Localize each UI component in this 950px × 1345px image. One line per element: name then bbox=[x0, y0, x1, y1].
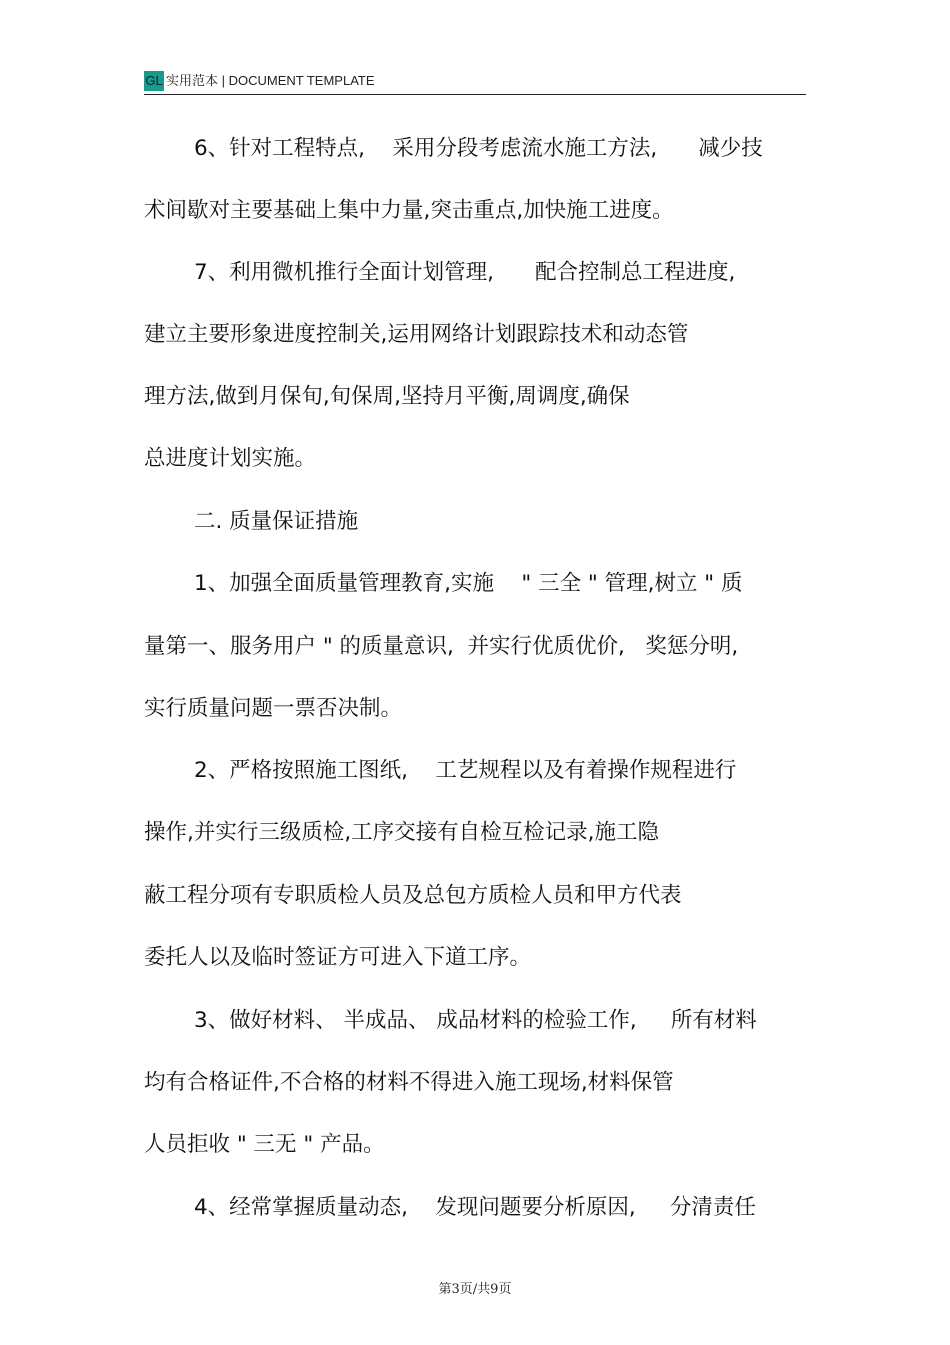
paragraph-line: 术间歇对主要基础上集中力量,突击重点,加快施工进度。 bbox=[144, 198, 674, 223]
paragraph-line: 操作,并实行三级质检,工序交接有自检互检记录,施工隐 bbox=[144, 820, 660, 845]
paragraph-line: 委托人以及临时签证方可进入下道工序。 bbox=[144, 945, 532, 970]
paragraph-line: 建立主要形象进度控制关,运用网络计划跟踪技术和动态管 bbox=[144, 322, 689, 347]
document-header bbox=[144, 68, 806, 95]
paragraph-line: 均有合格证件,不合格的材料不得进入施工现场,材料保管 bbox=[144, 1070, 674, 1095]
paragraph-line: 2、严格按照施工图纸, 工艺规程以及有着操作规程进行 bbox=[194, 758, 737, 783]
paragraph-line: 总进度计划实施。 bbox=[144, 446, 317, 471]
paragraph-line: 7、利用微机推行全面计划管理, 配合控制总工程进度, bbox=[194, 260, 736, 285]
section-heading: 二. 质量保证措施 bbox=[194, 509, 359, 534]
paragraph-line: 3、做好材料、 半成品、 成品材料的检验工作, 所有材料 bbox=[194, 1008, 757, 1033]
paragraph-line: 6、针对工程特点, 采用分段考虑流水施工方法, 减少技 bbox=[194, 136, 763, 161]
paragraph-line: 理方法,做到月保旬,旬保周,坚持月平衡,周调度,确保 bbox=[144, 384, 630, 409]
paragraph-line: 人员拒收 " 三无 " 产品。 bbox=[144, 1132, 385, 1157]
gl-logo: GL bbox=[144, 71, 164, 91]
page-number: 第3页/共9页 bbox=[438, 1282, 512, 1297]
paragraph-line: 实行质量问题一票否决制。 bbox=[144, 696, 403, 721]
paragraph-line: 1、加强全面质量管理教育,实施 " 三全 " 管理,树立 " 质 bbox=[194, 571, 743, 596]
paragraph-line: 量第一、服务用户 " 的质量意识, 并实行优质优价, 奖惩分明, bbox=[144, 634, 739, 659]
paragraph-line: 4、经常掌握质量动态, 发现问题要分析原因, 分清责任 bbox=[194, 1195, 756, 1220]
paragraph-line: 蔽工程分项有专职质检人员及总包方质检人员和甲方代表 bbox=[144, 883, 682, 908]
header-title: 实用范本 | DOCUMENT TEMPLATE bbox=[166, 73, 375, 88]
